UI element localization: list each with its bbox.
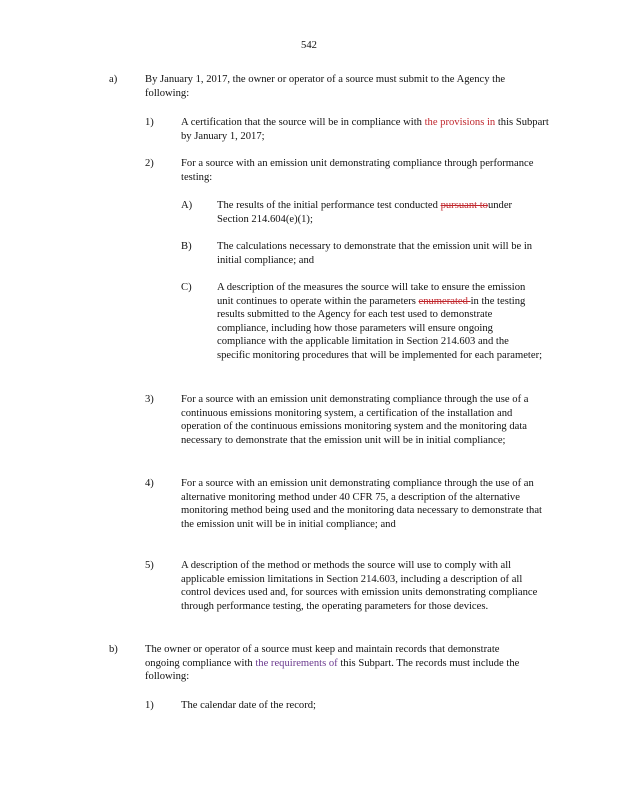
subitem-C-text: A description of the measures the source will take to ensure the emission unit continues to operate within the parameters enumerated in the testing results submitted to the Agency for each test used to demonstrate compliance, including how those parameters will ensure ongoing compliance with the applicable limitation in Section 214.603 and the specific monitoring procedures that will be implemented for each parameter; <box>217 282 543 361</box>
deleted-text: pursuant to <box>440 200 488 211</box>
item-a2-label: 2) <box>145 158 154 169</box>
inserted-text: the provisions in <box>424 117 496 128</box>
subitem-A-label: A) <box>181 200 193 211</box>
subitem-C-label: C) <box>181 282 192 293</box>
item-a5-text: A description of the method or methods the source will use to comply with all applicable emission limitations in Section 214.603, including a description of all control devices used and, for sources with emission units demonstrating compliance through performance testing, the operating parameters for those devices. <box>181 560 538 612</box>
item-a3-label: 3) <box>145 394 154 405</box>
item-a3-text: For a source with an emission unit demonstrating compliance through the use of a continuous emissions monitoring system, a certification of the installation and operation of the continuous emissions monitoring system and the monitoring data necessary to demonstrate that the emission unit will be in initial compliance; <box>181 394 529 446</box>
subitem-A-text: The results of the initial performance test conducted pursuant tounder Section 214.604(e)(1); <box>217 200 513 225</box>
item-a2-text: For a source with an emission unit demonstrating compliance through performance testing: <box>181 158 534 183</box>
item-a4-label: 4) <box>145 478 154 489</box>
page-number: 542 <box>301 40 317 51</box>
item-a5-label: 5) <box>145 560 154 571</box>
item-a1-label: 1) <box>145 117 154 128</box>
subitem-B-label: B) <box>181 241 192 252</box>
section-a-text: By January 1, 2017, the owner or operator of a source must submit to the Agency the following: <box>145 74 506 99</box>
section-a-label: a) <box>109 74 118 85</box>
subitem-B-text: The calculations necessary to demonstrate that the emission unit will be in initial compliance; and <box>217 241 533 266</box>
section-b-text: The owner or operator of a source must keep and maintain records that demonstrate ongoing compliance with the requirements of this Subpart. The records must include the following: <box>145 644 520 683</box>
item-a1-text: A certification that the source will be in compliance with the provisions in this Subpart by January 1, 2017; <box>181 117 549 142</box>
section-b-label: b) <box>109 644 118 655</box>
inserted-text: the requirements of <box>255 657 338 669</box>
item-b1-label: 1) <box>145 700 154 711</box>
deleted-text: enumerated <box>418 295 471 307</box>
item-b1-text: The calendar date of the record; <box>181 700 316 711</box>
item-a4-text: For a source with an emission unit demonstrating compliance through the use of an alternative monitoring method under 40 CFR 75, a description of the alternative monitoring method being used and the monitoring data necessary to demonstrate that the emission unit will be in initial compliance; and <box>181 478 542 530</box>
